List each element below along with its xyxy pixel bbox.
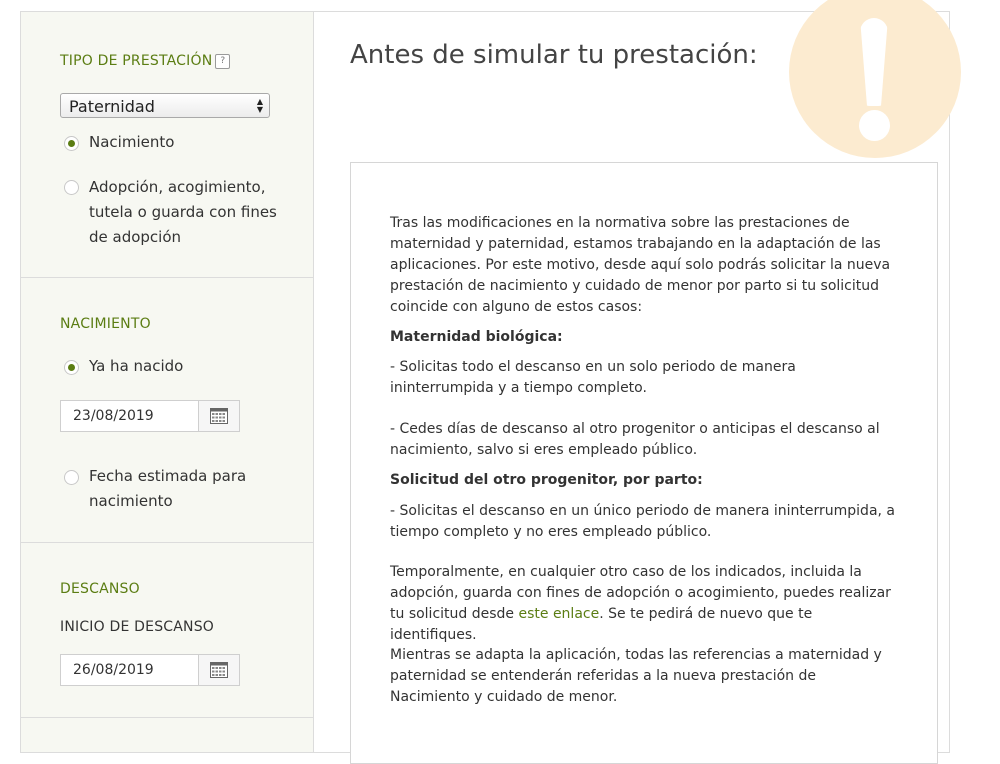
- tipo-prestacion-title-text: TIPO DE PRESTACIÓN: [60, 53, 213, 69]
- calendar-button[interactable]: [198, 401, 239, 431]
- radio-adopcion[interactable]: [64, 180, 79, 195]
- tipo-prestacion-title: [60, 53, 230, 69]
- radio-nacimiento-label: Nacimiento: [89, 133, 175, 151]
- calendar-button[interactable]: [198, 655, 239, 685]
- notice-adaptation: Mientras se adapta la aplicación, todas las referencias a maternidad y paternidad se entenderán referidas a la nueva prestación de Nacimiento y cuidado de menor.: [390, 647, 882, 705]
- temporal-text: Temporalmente, en cualquier otro caso de los indicados, incluida la adopción, guarda con fines de adopción o acogimiento, puedes realizar tu solicitud desde: [390, 564, 891, 622]
- radio-ya-ha-nacido[interactable]: [64, 360, 79, 375]
- nacimiento-title: NACIMIENTO: [60, 316, 151, 332]
- radio-fecha-estimada-label: Fecha estimada para nacimiento: [89, 467, 247, 510]
- exclamation-dot: [859, 110, 890, 141]
- radio-nacimiento[interactable]: [64, 136, 79, 151]
- fecha-nacimiento-input[interactable]: [60, 400, 240, 432]
- descanso-title: DESCANSO: [60, 581, 140, 597]
- section-divider: [21, 717, 313, 718]
- select-arrows-icon: ▲ ▼: [256, 97, 263, 114]
- page-title: Antes de simular tu prestación:: [350, 40, 758, 70]
- radio-ya-ha-nacido-label: Ya ha nacido: [89, 357, 184, 375]
- otro-progenitor-heading: Solicitud del otro progenitor, por parto:: [390, 472, 703, 488]
- fecha-nacimiento-value: 23/08/2019: [73, 408, 154, 424]
- sidebar: [20, 11, 314, 752]
- notice-intro: Tras las modificaciones en la normativa sobre las prestaciones de maternidad y paternidad, estamos trabajando en la adaptación de las aplicaciones. Por este motivo, desde aquí solo podrás solicitar la nueva prestación de nacimiento y cuidado de menor por parto si tu solicitud coincide con alguno de estos casos:: [390, 215, 891, 315]
- section-divider: [21, 542, 313, 543]
- tipo-prestacion-select[interactable]: [60, 93, 270, 118]
- section-divider: [21, 277, 313, 278]
- este-enlace-link[interactable]: este enlace: [518, 606, 600, 622]
- fecha-inicio-descanso-value: 26/08/2019: [73, 662, 154, 678]
- help-icon[interactable]: ?: [215, 54, 230, 69]
- radio-adopcion-label: Adopción, acogimiento, tutela o guarda con fines de adopción: [89, 178, 277, 246]
- temporal-text-end: . Se te pedirá de nuevo que te identifiques.: [390, 606, 813, 643]
- maternidad-item-1: - Solicitas todo el descanso en un solo periodo de manera ininterrumpida y a tiempo completo.: [390, 359, 796, 396]
- calendar-icon: [210, 408, 228, 424]
- select-value: Paternidad: [69, 97, 155, 116]
- otro-progenitor-item: - Solicitas el descanso en un único periodo de manera ininterrumpida, a tiempo completo y no eres empleado público.: [390, 503, 895, 540]
- fecha-inicio-descanso-input[interactable]: [60, 654, 240, 686]
- calendar-icon: [210, 662, 228, 678]
- inicio-descanso-label: INICIO DE DESCANSO: [60, 619, 215, 635]
- maternidad-item-2: - Cedes días de descanso al otro progenitor o anticipas el descanso al nacimiento, salvo si eres empleado público.: [390, 421, 880, 458]
- notice-temporal: [390, 562, 896, 646]
- maternidad-heading: Maternidad biológica:: [390, 329, 563, 345]
- radio-fecha-estimada[interactable]: [64, 470, 79, 485]
